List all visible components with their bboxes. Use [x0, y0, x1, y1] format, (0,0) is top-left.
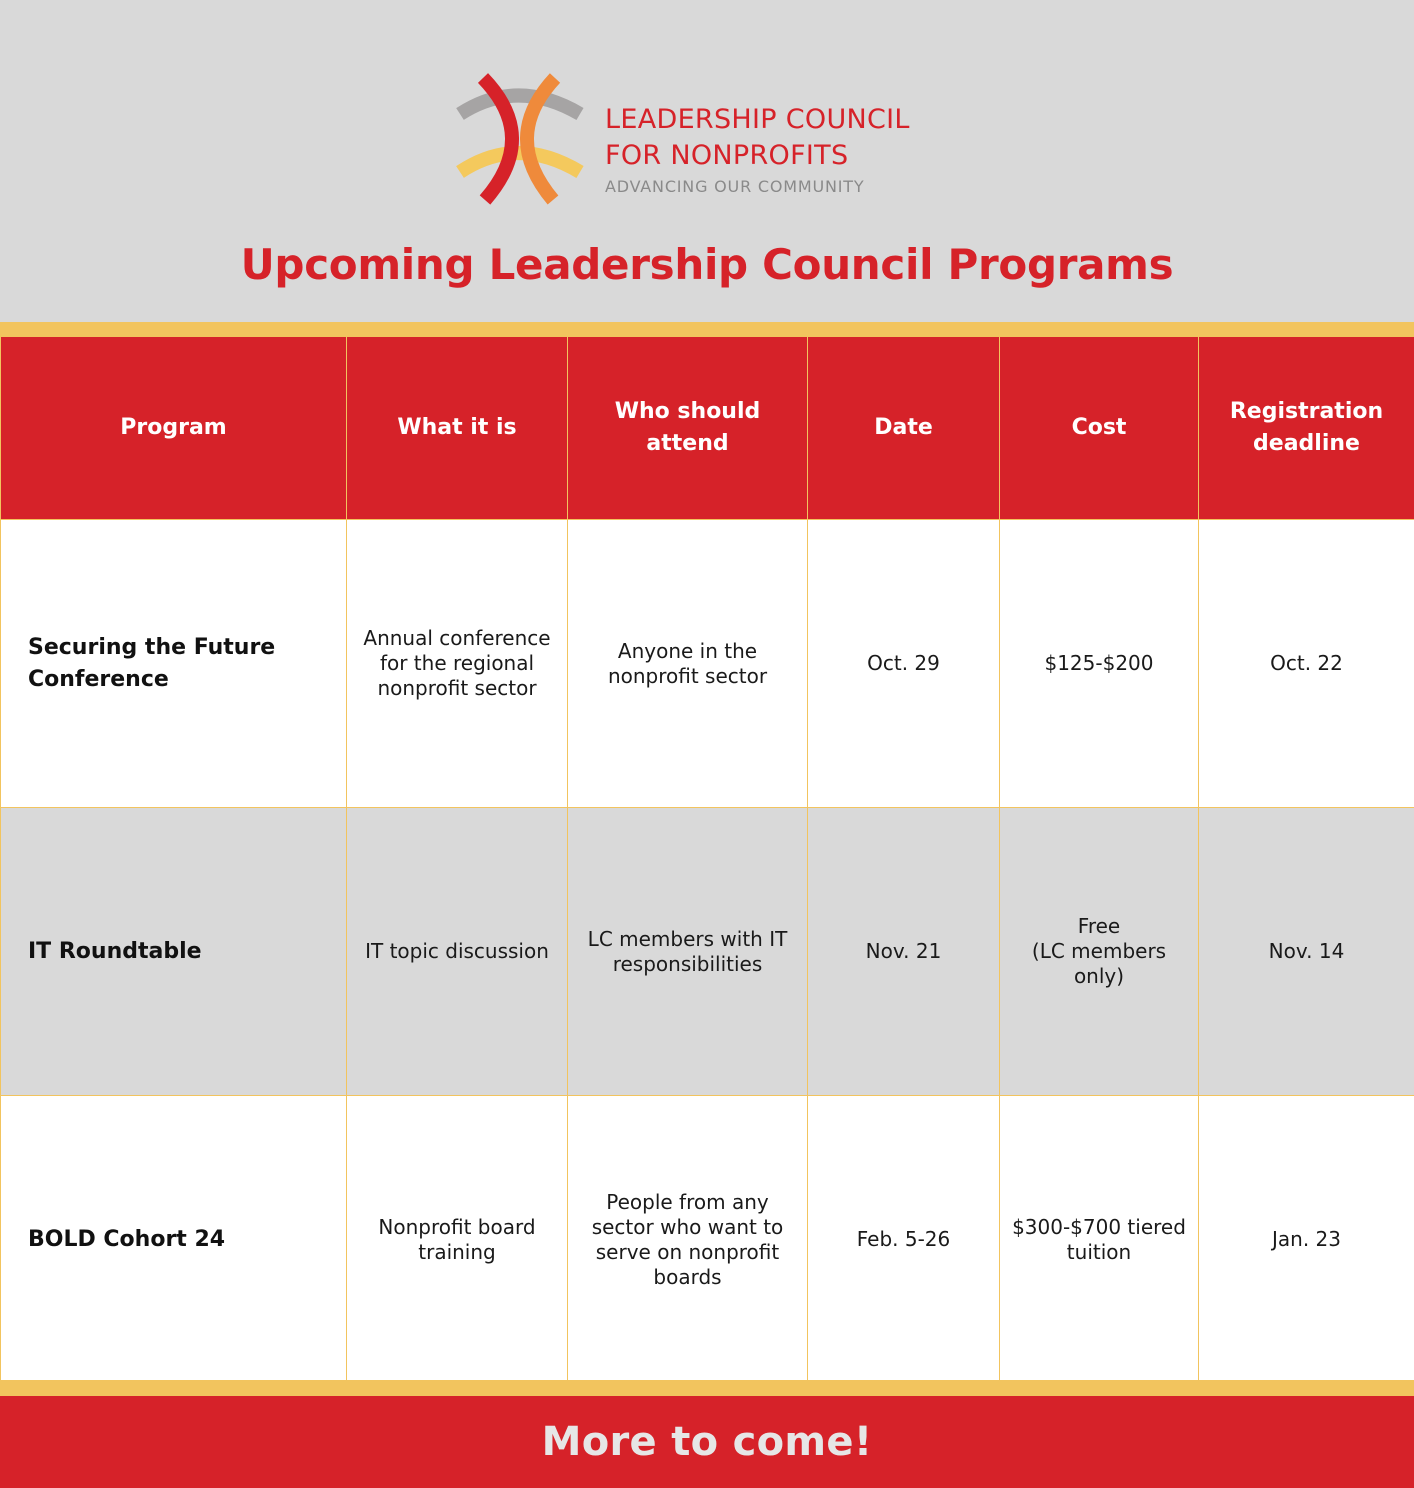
logo-tagline: ADVANCING OUR COMMUNITY — [605, 177, 865, 196]
program-name-cell: BOLD Cohort 24 — [1, 1096, 347, 1384]
footer-banner — [0, 1396, 1414, 1488]
date-cell: Oct. 29 — [808, 520, 1000, 808]
programs-table — [0, 336, 1414, 1384]
organization-logo — [455, 72, 965, 207]
column-header-date: Date — [808, 337, 1000, 520]
interwoven-arcs-logo-icon — [455, 72, 585, 207]
what-cell: Nonprofit board training — [347, 1096, 568, 1384]
who-cell: Anyone in the nonprofit sector — [568, 520, 808, 808]
table-header-row — [1, 337, 1414, 520]
column-header-what: What it is — [347, 337, 568, 520]
who-cell: People from any sector who want to serve on nonprofit boards — [568, 1096, 808, 1384]
date-cell: Nov. 21 — [808, 808, 1000, 1096]
table-row — [1, 808, 1414, 1096]
gold-divider-bottom — [0, 1380, 1414, 1396]
who-cell: LC members with IT responsibilities — [568, 808, 808, 1096]
table-row — [1, 1096, 1414, 1384]
deadline-cell: Nov. 14 — [1199, 808, 1414, 1096]
column-header-deadline: Registration deadline — [1199, 337, 1414, 520]
deadline-cell: Oct. 22 — [1199, 520, 1414, 808]
cost-cell: $300-$700 tiered tuition — [1000, 1096, 1199, 1384]
deadline-cell: Jan. 23 — [1199, 1096, 1414, 1384]
column-header-who: Who should attend — [568, 337, 808, 520]
table-row — [1, 520, 1414, 808]
what-cell: Annual conference for the regional nonprofit sector — [347, 520, 568, 808]
logo-name-line-1: LEADERSHIP COUNCIL — [605, 104, 910, 135]
date-cell: Feb. 5-26 — [808, 1096, 1000, 1384]
column-header-cost: Cost — [1000, 337, 1199, 520]
gold-divider-top — [0, 322, 1414, 336]
footer-text: More to come! — [541, 1419, 873, 1465]
program-name-cell: Securing the Future Conference — [1, 520, 347, 808]
program-name-cell: IT Roundtable — [1, 808, 347, 1096]
logo-text — [605, 102, 910, 200]
column-header-program: Program — [1, 337, 347, 520]
logo-name-line-2: FOR NONPROFITS — [605, 140, 849, 171]
what-cell: IT topic discussion — [347, 808, 568, 1096]
page-title: Upcoming Leadership Council Programs — [240, 240, 1174, 289]
cost-cell: $125-$200 — [1000, 520, 1199, 808]
cost-cell: Free (LC members only) — [1000, 808, 1199, 1096]
page-header — [0, 0, 1414, 322]
